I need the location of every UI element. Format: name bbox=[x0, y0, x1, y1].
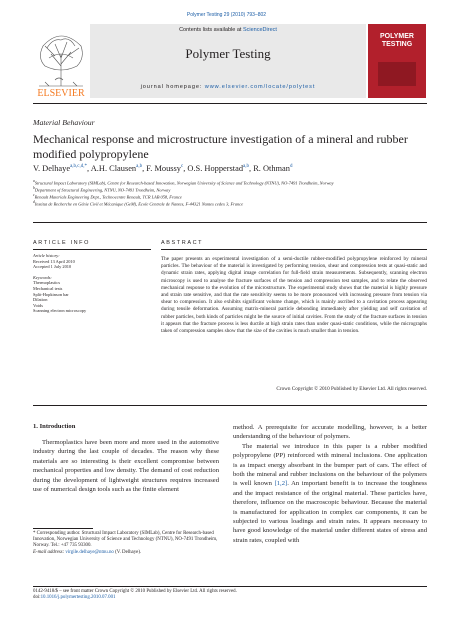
keyword: Voids bbox=[33, 302, 43, 308]
keyword: Scanning electron microscopy bbox=[33, 308, 87, 314]
elsevier-logo[interactable] bbox=[33, 24, 89, 102]
journal-cover[interactable] bbox=[368, 24, 426, 98]
homepage-link[interactable]: www.elsevier.com/locate/polytest bbox=[204, 84, 316, 90]
author[interactable]: O.S. Hopperstad bbox=[187, 164, 244, 173]
body-paragraph: The material we introduce in this paper is a rubber modified polypropylene (PP) reinforced with mineral inclusions. One application is as impact energy absorbant in the bumper part of cars. The effect of both the mineral and rubber inclusions on the behaviour of the polymers is well known [1,2]. An important benefit is to increase the toughness and the impact resistance of the original material. These particles have, therefore, influence on the macroscopic behaviour. Because the material is manufactured for application in complex car components, it can be subjected to various loadings and strain rates. It appears necessary to have good knowledge of the material under different states of stress and strain rates, coupled with bbox=[233, 442, 427, 544]
author-affiliation-sup[interactable]: a,b bbox=[136, 164, 143, 170]
citation-link[interactable]: [1,2] bbox=[274, 480, 288, 488]
keyword: Split-Hopkinson bar bbox=[33, 291, 69, 297]
footnote-text: * Corresponding author. Structural Impact Laboratory (SIMLab), Centre for Research-based Innovation, Norwegian University of Science and Technology (NTNU), NO-7491 Trondheim, Norway. Tel.: +47 735 93300. bbox=[33, 531, 218, 549]
affiliation-item: $^a$Structural Impact Laboratory (SIMLab), Centre for Research-based Innovation, Norwegian University of Science and Technology (NTNU), NO-7491 Trondheim, Norway bbox=[33, 179, 334, 186]
elsevier-wordmark: ELSEVIER bbox=[37, 88, 85, 99]
author-affiliation-sup[interactable]: a,b,c,d,* bbox=[70, 164, 88, 170]
cover-artwork bbox=[378, 62, 416, 86]
section-label: Material Behaviour bbox=[33, 118, 95, 127]
doi-line: doi:10.1016/j.polymertesting.2010.07.001 bbox=[33, 595, 116, 601]
footer-rule bbox=[33, 586, 427, 587]
author[interactable]: V. Delhaye bbox=[33, 164, 71, 173]
body-column-right bbox=[233, 423, 427, 545]
keyword: Mechanical tests bbox=[33, 285, 63, 291]
article-info-rule bbox=[33, 249, 151, 250]
body-column-left: Thermoplastics have been more and more used in the automotive industry during the last couple of decades. The reason why these materials are so interesting is their excellent compromise between mechanical properties and low density. The demand of cost reduction during the development of lightweight structures requires increased use of numerical design tools such as the finite element bbox=[33, 439, 219, 494]
footnote-rule bbox=[33, 528, 93, 529]
affiliation-item: $^d$Institut de Recherche en Génie Civil et Mécanique (GeM), Ecole Centrale de Nantes, F-44321 Nantes cedex 3, France bbox=[33, 200, 244, 207]
contents-prefix: Contents lists available at bbox=[179, 27, 243, 33]
author[interactable]: R. Othman bbox=[253, 164, 290, 173]
affiliation-item: $^b$Department of Structural Engineering, NTNU, NO-7491 Trondheim, Norway bbox=[33, 186, 171, 193]
paper-title: Mechanical response and microstructure investigation of a mineral and rubber modified polypropylene bbox=[33, 132, 408, 161]
copyright-line: Crown Copyright © 2010 Published by Elsevier Ltd. All rights reserved. bbox=[276, 386, 427, 392]
author-affiliation-sup[interactable]: a,b bbox=[243, 164, 249, 170]
elsevier-tree-icon bbox=[33, 24, 89, 102]
homepage-prefix: journal homepage: bbox=[140, 84, 205, 90]
article-info-heading: ARTICLE INFO bbox=[33, 240, 90, 246]
author-affiliation-sup[interactable]: c bbox=[180, 164, 184, 170]
issn-line: 0142-9418/$ – see front matter Crown Copyright © 2010 Published by Elsevier Ltd. All rights reserved. bbox=[33, 589, 237, 594]
keyword: Thermoplastics bbox=[33, 280, 61, 286]
author-affiliation-sup[interactable]: d bbox=[289, 164, 293, 170]
keywords-label: Keywords: bbox=[33, 274, 52, 280]
affiliation-item: $^c$Renault Materials Engineering Dept., Technocentre Renault, TCR LAB 058, France bbox=[33, 193, 182, 200]
journal-citation-header[interactable]: Polymer Testing 29 (2010) 793–802 bbox=[186, 12, 267, 18]
email-line: E-mail address: virgile.delhaye@ntnu.no (V. Delhaye). bbox=[33, 549, 142, 555]
header-rule bbox=[33, 103, 427, 104]
received-date: Received 13 April 2010 bbox=[33, 258, 75, 264]
contents-box bbox=[90, 24, 366, 98]
author[interactable]: A.H. Clausen bbox=[90, 164, 137, 173]
journal-name: Polymer Testing bbox=[185, 46, 271, 61]
accepted-date: Accepted 1 July 2010 bbox=[33, 264, 72, 270]
abstract-rule bbox=[161, 249, 427, 250]
doi-link[interactable]: 10.1016/j.polymertesting.2010.07.001 bbox=[40, 595, 116, 601]
abstract-bottom-rule bbox=[33, 405, 427, 406]
homepage-line bbox=[90, 84, 366, 90]
author[interactable]: F. Moussy bbox=[146, 164, 181, 173]
history-label: Article history: bbox=[33, 253, 60, 258]
body-paragraph: method. A prerequisite for accurate modelling, however, is a better understanding of the behaviour of polymers. bbox=[233, 424, 427, 441]
abstract-text: The paper presents an experimental investigation of a semi-ductile rubber-modified polypropylene reinforced by mineral particles. The behaviour of the material is investigated by performing tension, shear and compression tests at quasi-static and dynamic strain rates, applying digital image correlation for full-field strain measurements. Subsequently, scanning electron microscopy is used to analyse the fracture surfaces of the tension and compression test samples, and to relate the observed mechanical response to the evolution of the microstructure. The experimental study shows that the material is highly pressure and strain rate sensitive, and that the rate sensitivity seems to be more pronounced with increasing pressure from tension via shear to compression. It also exhibits significant volume change, which is mainly ascribed to a cavitation process appearing during tensile deformation. Assuming matrix-mineral particle debonding immediately after yielding and self cavitation of rubber particles, both kinds of particles might be the source of initial cavities. From the study of the fracture surfaces in tension it appears that the fracture process is less ductile at high strain rates than under quasi-static conditions, while the micrographs taken of compression samples show that the size of the cavities is much smaller than in tension. bbox=[161, 256, 427, 335]
contents-line bbox=[90, 27, 366, 33]
keyword: Dilation bbox=[33, 297, 48, 303]
affiliation-list bbox=[33, 179, 427, 207]
affiliation-rule bbox=[33, 222, 427, 223]
cover-title: POLYMER TESTING bbox=[380, 33, 414, 48]
journal-header bbox=[33, 24, 427, 102]
section-heading-introduction: 1. Introduction bbox=[33, 423, 76, 430]
sciencedirect-link[interactable]: ScienceDirect bbox=[242, 27, 277, 33]
corresponding-author-footnote bbox=[33, 531, 219, 556]
issn-footer bbox=[33, 589, 427, 602]
abstract-heading: ABSTRACT bbox=[161, 240, 204, 246]
author-list: V. Delhaye$^{a,b,c,d,*}$, A.H. Clausen$^{a,b}$, F. Moussy$^c$, O.S. Hopperstad$^{a,b}$, R. Othman$^d$ bbox=[33, 164, 293, 173]
article-info-panel bbox=[33, 253, 151, 314]
email-link[interactable]: virgile.delhaye@ntnu.no bbox=[65, 549, 114, 555]
